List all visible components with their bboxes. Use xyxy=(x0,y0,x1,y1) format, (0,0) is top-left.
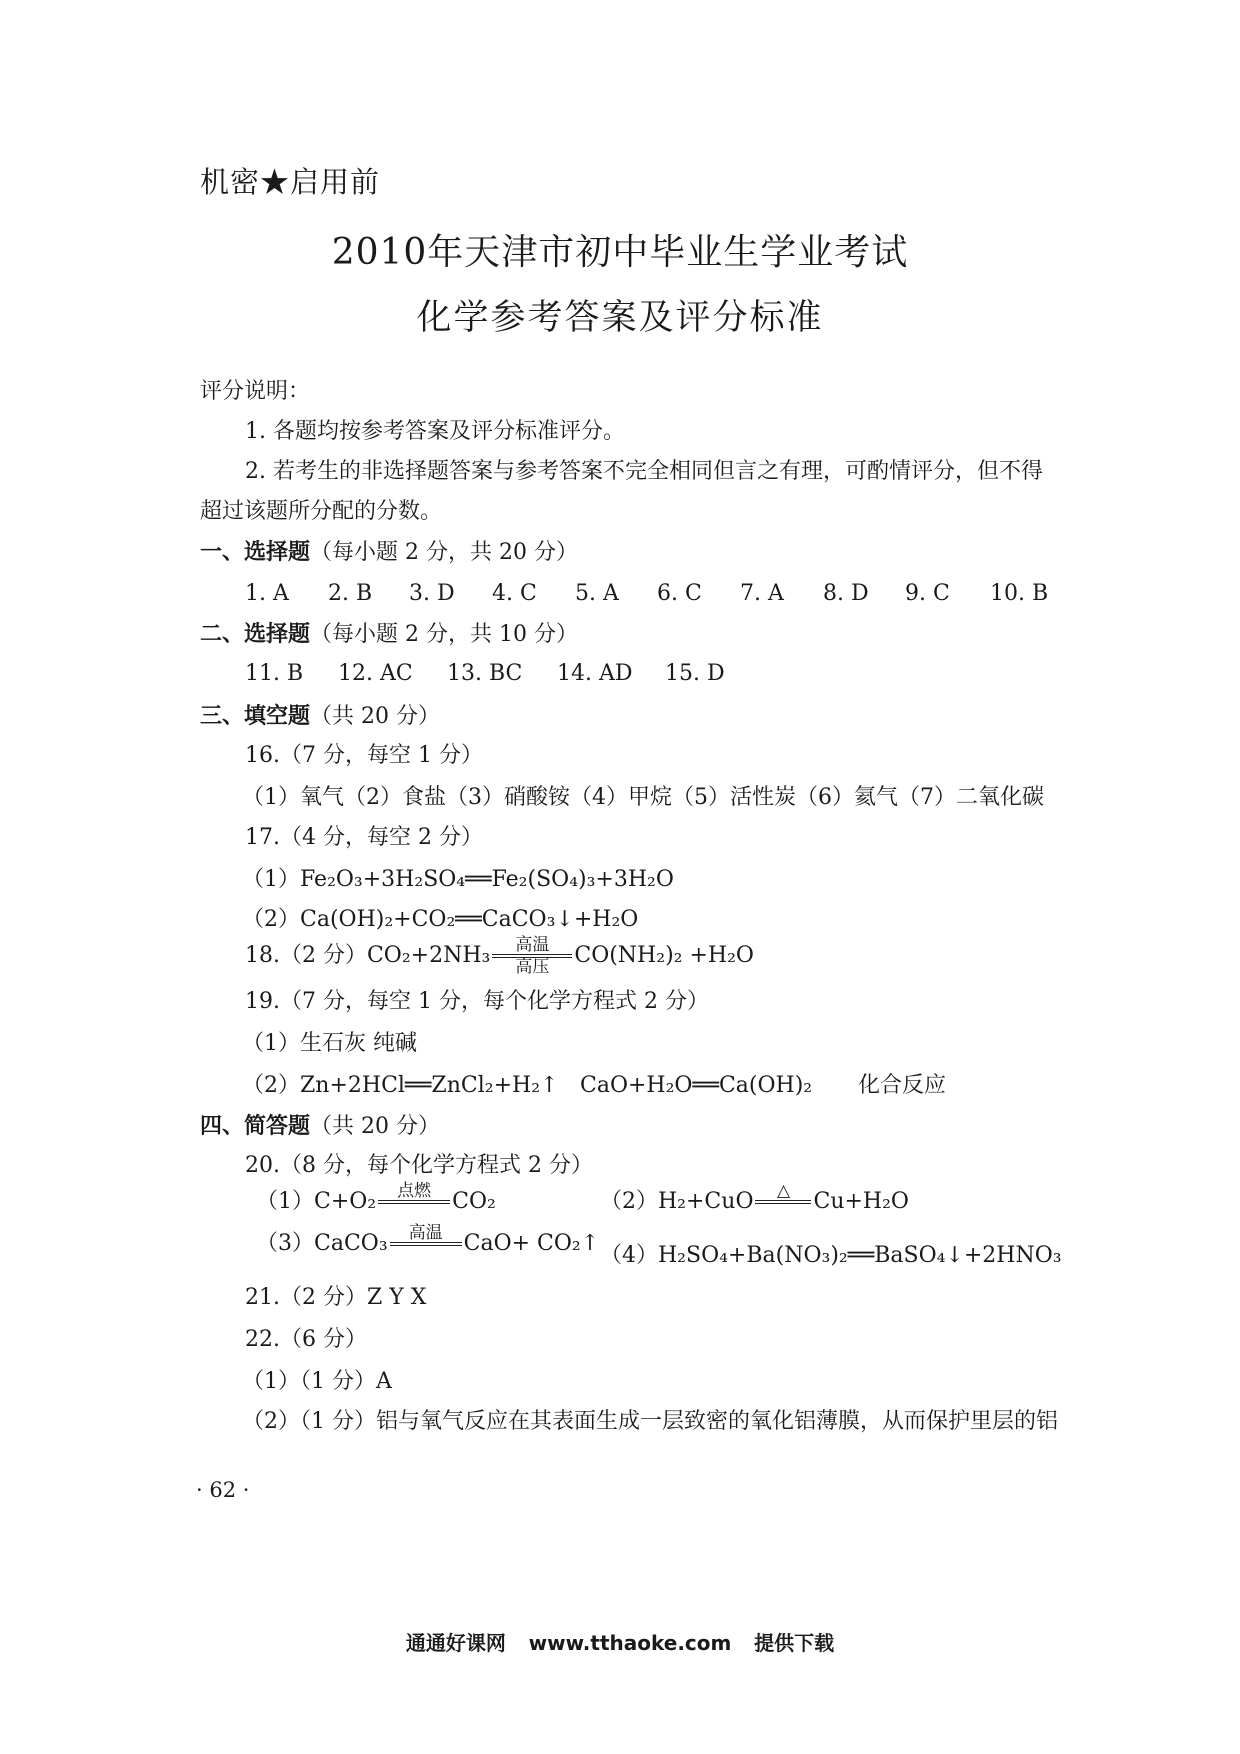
confidential-label: 机密★启用前 xyxy=(200,165,381,199)
question-18-lhs: 18.（2 分）CO₂+2NH₃ xyxy=(245,943,491,968)
question-20-eq-3 xyxy=(256,1224,599,1264)
page-subtitle: 化学参考答案及评分标准 xyxy=(416,298,824,338)
question-20-eq-2 xyxy=(600,1182,909,1222)
eq-2-lhs: （2）H₂+CuO xyxy=(600,1189,754,1214)
question-17-answer-2: （2）Ca(OH)₂+CO₂══CaCO₃↓+H₂O xyxy=(242,907,639,932)
eq-3-rhs: CaO+ CO₂↑ xyxy=(463,1231,600,1256)
question-22-answer-2: （2）（1 分）铝与氧气反应在其表面生成一层致密的氧化铝薄膜，从而保护里层的铝 xyxy=(242,1409,1058,1434)
answer-item: 6. C xyxy=(657,581,702,606)
section-4-header xyxy=(200,1112,440,1141)
page-title: 2010年天津市初中毕业生学业考试 xyxy=(331,232,909,273)
section-2-header xyxy=(200,620,578,649)
answer-item: 10. B xyxy=(990,581,1049,606)
double-line xyxy=(390,1242,462,1246)
question-20: 20.（8 分，每个化学方程式 2 分） xyxy=(245,1153,593,1178)
answer-item: 5. A xyxy=(575,581,619,606)
double-line xyxy=(755,1200,811,1204)
question-21: 21.（2 分）Z Y X xyxy=(245,1285,427,1310)
question-17-answer-1: （1）Fe₂O₃+3H₂SO₄══Fe₂(SO₄)₃+3H₂O xyxy=(242,867,674,892)
eq-3-lhs: （3）CaCO₃ xyxy=(256,1231,388,1256)
condition-top: 高温 xyxy=(515,935,550,955)
question-18 xyxy=(245,936,754,976)
download-footer xyxy=(0,1627,1240,1656)
eq-1-lhs: （1）C+O₂ xyxy=(256,1189,377,1214)
footer-tail: 提供下载 xyxy=(754,1631,835,1655)
answer-item: 4. C xyxy=(492,581,537,606)
question-16-answer: （1）氧气（2）食盐（3）硝酸铵（4）甲烷（5）活性炭（6）氦气（7）二氧化碳 xyxy=(242,785,1044,810)
reaction-condition xyxy=(492,936,572,976)
section-3-note: （共 20 分） xyxy=(310,704,440,729)
condition-top: △ xyxy=(776,1181,791,1201)
question-19-answer-2c: 化合反应 xyxy=(858,1073,947,1098)
section-1-header xyxy=(200,538,578,567)
answer-item: 9. C xyxy=(905,581,950,606)
question-19-answer-2b: CaO+H₂O══Ca(OH)₂ xyxy=(580,1073,813,1098)
answer-item: 14. AD xyxy=(557,661,633,686)
section-3-title: 三、填空题 xyxy=(200,703,311,729)
eq-2-rhs: Cu+H₂O xyxy=(813,1189,909,1214)
answer-item: 8. D xyxy=(823,581,869,606)
section-4-title: 四、简答题 xyxy=(200,1113,311,1139)
section-2-title: 二、选择题 xyxy=(200,621,311,647)
note-1: 1. 各题均按参考答案及评分标准评分。 xyxy=(245,419,625,444)
section-1-note: （每小题 2 分，共 20 分） xyxy=(310,540,578,565)
double-line xyxy=(378,1200,450,1204)
answer-item: 7. A xyxy=(740,581,784,606)
condition-top: 高温 xyxy=(408,1223,443,1243)
condition-top: 点燃 xyxy=(397,1181,432,1201)
question-20-eq-4: （4）H₂SO₄+Ba(NO₃)₂══BaSO₄↓+2HNO₃ xyxy=(600,1243,1062,1268)
question-19-answer-1: （1）生石灰 纯碱 xyxy=(242,1031,417,1056)
question-18-rhs: CO(NH₂)₂ +H₂O xyxy=(574,943,754,968)
section-3-header xyxy=(200,702,440,731)
reaction-condition xyxy=(378,1182,450,1222)
question-20-eq-1 xyxy=(256,1182,496,1222)
eq-1-rhs: CO₂ xyxy=(452,1189,496,1214)
section-2-note: （每小题 2 分，共 10 分） xyxy=(310,622,578,647)
answer-item: 12. AC xyxy=(338,661,413,686)
answer-item: 2. B xyxy=(328,581,373,606)
page-number: · 62 · xyxy=(196,1478,250,1502)
section-4-note: （共 20 分） xyxy=(310,1114,440,1139)
footer-url[interactable]: www.tthaoke.com xyxy=(528,1631,732,1655)
answer-item: 13. BC xyxy=(447,661,523,686)
answer-item: 11. B xyxy=(245,661,304,686)
answer-item: 3. D xyxy=(409,581,455,606)
question-19: 19.（7 分，每空 1 分，每个化学方程式 2 分） xyxy=(245,989,709,1014)
question-22: 22.（6 分） xyxy=(245,1327,367,1352)
question-19-answer-2a: （2）Zn+2HCl══ZnCl₂+H₂↑ xyxy=(242,1073,559,1098)
question-16: 16.（7 分，每空 1 分） xyxy=(245,743,483,768)
notes-heading: 评分说明： xyxy=(200,379,311,404)
footer-site: 通通好课网 xyxy=(405,1631,506,1655)
question-22-answer-1: （1）（1 分）A xyxy=(242,1369,392,1394)
reaction-condition xyxy=(755,1182,811,1222)
reaction-condition xyxy=(390,1224,462,1264)
condition-bottom: 高压 xyxy=(515,957,550,977)
question-17: 17.（4 分，每空 2 分） xyxy=(245,825,483,850)
section-1-title: 一、选择题 xyxy=(200,539,311,565)
answer-item: 1. A xyxy=(245,581,289,606)
note-2a: 2. 若考生的非选择题答案与参考答案不完全相同但言之有理，可酌情评分，但不得 xyxy=(245,459,1043,484)
answer-item: 15. D xyxy=(665,661,725,686)
note-2b: 超过该题所分配的分数。 xyxy=(200,499,443,524)
